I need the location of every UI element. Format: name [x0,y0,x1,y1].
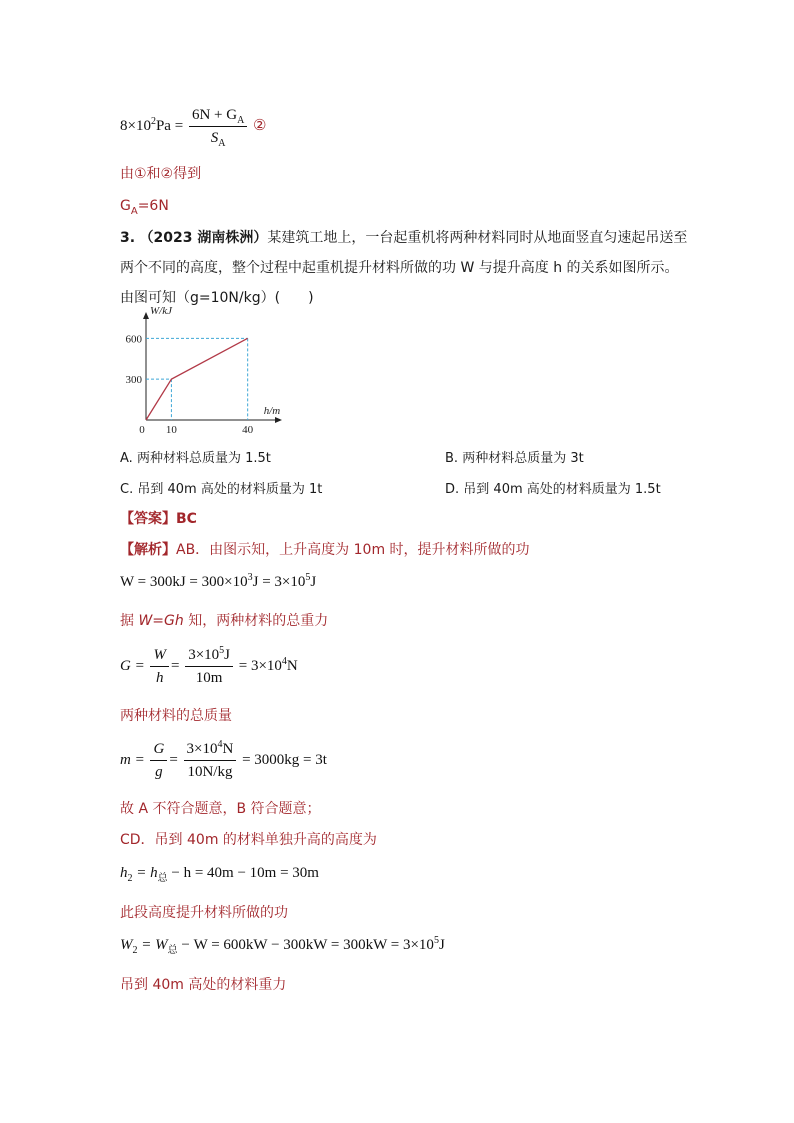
eq-m-frac1-den: g [155,764,163,780]
eq-m-frac2-den: 10N/kg [187,764,233,780]
eq-m-frac2-num: 3×10 [186,741,218,757]
result-value: =6N [137,198,169,214]
eq-g-frac2-den: 10m [195,670,223,686]
eq-w2-b: = W [141,937,168,953]
analysis-line [120,540,530,560]
eq-g-frac1-num: W [153,647,166,663]
eq-w-part2: J = 3×10 [252,574,306,590]
eq-g-result: = 3×10 [238,657,282,674]
eq-m-frac1 [150,740,167,781]
result-g: G [120,198,131,214]
option-d[interactable] [445,478,661,497]
conclusion-ab: 故 A 不符合题意，B 符合题意； [120,801,321,817]
analysis-text: AB．由图示知，上升高度为 10m 时，提升材料所做的功 [176,542,530,558]
equation-w2 [120,937,445,954]
option-b-text: 两种材料总质量为 3t [462,451,584,466]
from-text: 由①和②得到 [120,166,202,182]
result-ga [120,196,169,216]
option-a-letter: A. [120,451,133,466]
eq-w2-a: W [120,937,133,953]
eq-m-frac1-num: G [153,741,165,757]
eq2-denominator: S [210,130,219,146]
eq2-numerator-sub: A [237,115,245,126]
y-axis-arrow [143,312,149,319]
eq-g-result-exp: 4 [281,655,287,667]
answer-value: BC [176,511,197,527]
eq-h2-a-sub: 2 [127,873,133,884]
answer-label: 【答案】 [120,511,176,527]
x-tick-label-2: 40 [242,424,254,436]
segment-work-text: 此段高度提升材料所做的功 [120,905,288,921]
question-line-3: 由图可知（g=10N/kg）( ) [120,290,314,306]
option-a[interactable] [120,447,271,466]
question-text-1: 某建筑工地上，一台起重机将两种材料同时从地面竖直匀速起吊送至 [267,230,688,246]
eq-g-frac2-num: 3×10 [188,647,220,663]
y-tick-label-0: 300 [125,374,142,387]
eq-g-frac2-unit: J [224,647,230,663]
y-axis-label: W/kJ [150,305,172,317]
eq2-lhs-unit: Pa = [155,117,184,134]
question-number: 3. [120,230,136,246]
eq-w2-unit: J [438,937,445,953]
eq-g-frac2 [185,646,233,687]
x-tick-label-1: 10 [165,424,177,436]
x-axis-label: h/m [263,405,281,417]
y-tick-label-1: 600 [125,333,142,346]
eq-w2-exp: 5 [433,935,439,946]
eq-m-result: = 3000kg = 3t [242,751,327,768]
eq-m-lhs: m = [120,751,145,768]
eq2-numerator: 6N + G [191,107,238,123]
equation-h2 [120,865,319,882]
option-c-text: 吊到 40m 高处的材料质量为 1t [137,482,323,497]
eq-g-lhs: G = [120,657,145,674]
by-formula-prefix: 据 [120,613,139,629]
question-line-1 [120,228,687,248]
option-b[interactable] [445,447,584,466]
eq2-lhs: 8×10 [120,117,151,134]
eq-g-frac1-den: h [155,670,164,686]
work-height-chart [110,305,290,437]
question-line-2: 两个不同的高度，整个过程中起重机提升材料所做的功 W 与提升高度 h 的关系如图所示。 [120,260,679,276]
eq-w2-a-sub: 2 [132,945,138,956]
analysis-label: 【解析】 [120,542,176,558]
eq-g-frac2-exp: 5 [219,645,225,656]
eq-m-frac2 [184,740,237,781]
eq-w-unit: J [310,574,317,590]
x-tick-label-0: 0 [139,424,145,436]
eq-w-exp1: 3 [247,572,253,583]
eq-w-exp2: 5 [305,572,311,583]
equation-2 [120,106,267,147]
equation-w [120,574,316,591]
x-axis-arrow [275,417,282,423]
eq-w-part1: W = 300kJ = 300×10 [120,574,248,590]
eq2-mark: ② [253,117,267,134]
option-c[interactable] [120,478,322,497]
eq-h2-b: = h [136,865,158,881]
question-source: （2023 湖南株洲） [139,230,268,246]
final-text: 吊到 40m 高处的材料重力 [120,977,287,993]
option-c-letter: C. [120,482,134,497]
by-formula-line [120,611,328,631]
answer-line [120,509,197,529]
equation-g: G = $\frac{W}{h}$ = $\frac{3\times 10^5J}{10m}$ = $3\times 10^4N$ [120,645,298,686]
option-d-text: 吊到 40m 高处的材料质量为 1.5t [463,482,661,497]
result-sub: A [130,206,138,217]
by-formula-suffix: 知，两种材料的总重力 [183,613,329,629]
eq-w2-b-sub: 总 [167,945,178,956]
by-formula: W=Gh [138,613,184,629]
eq2-fraction [189,106,247,147]
option-d-letter: D. [445,482,460,497]
option-b-letter: B. [445,451,459,466]
option-a-text: 两种材料总质量为 1.5t [136,451,271,466]
mass-text: 两种材料的总质量 [120,708,232,724]
eq2-lhs-exp: 2 [150,115,156,127]
eq-g-frac1 [150,646,169,687]
eq-h2-b-sub: 总 [157,873,168,884]
eq-m-frac2-unit: N [222,741,234,757]
eq-h2-a: h [120,865,128,881]
equation-m: m = $\frac{G}{g}$ = $\frac{3\times 10^4N}{10N/kg}$ = 3000kg = 3t [120,739,327,780]
cd-text: CD．吊到 40m 的材料单独升高的高度为 [120,832,377,848]
eq-m-frac2-exp: 4 [217,739,223,750]
eq-g-result-unit: N [286,657,298,674]
eq-w2-c: − W = 600kW − 300kW = 300kW = 3×10 [181,937,434,953]
eq2-denominator-sub: A [218,138,226,149]
eq-h2-c: − h = 40m − 10m = 30m [171,865,319,881]
